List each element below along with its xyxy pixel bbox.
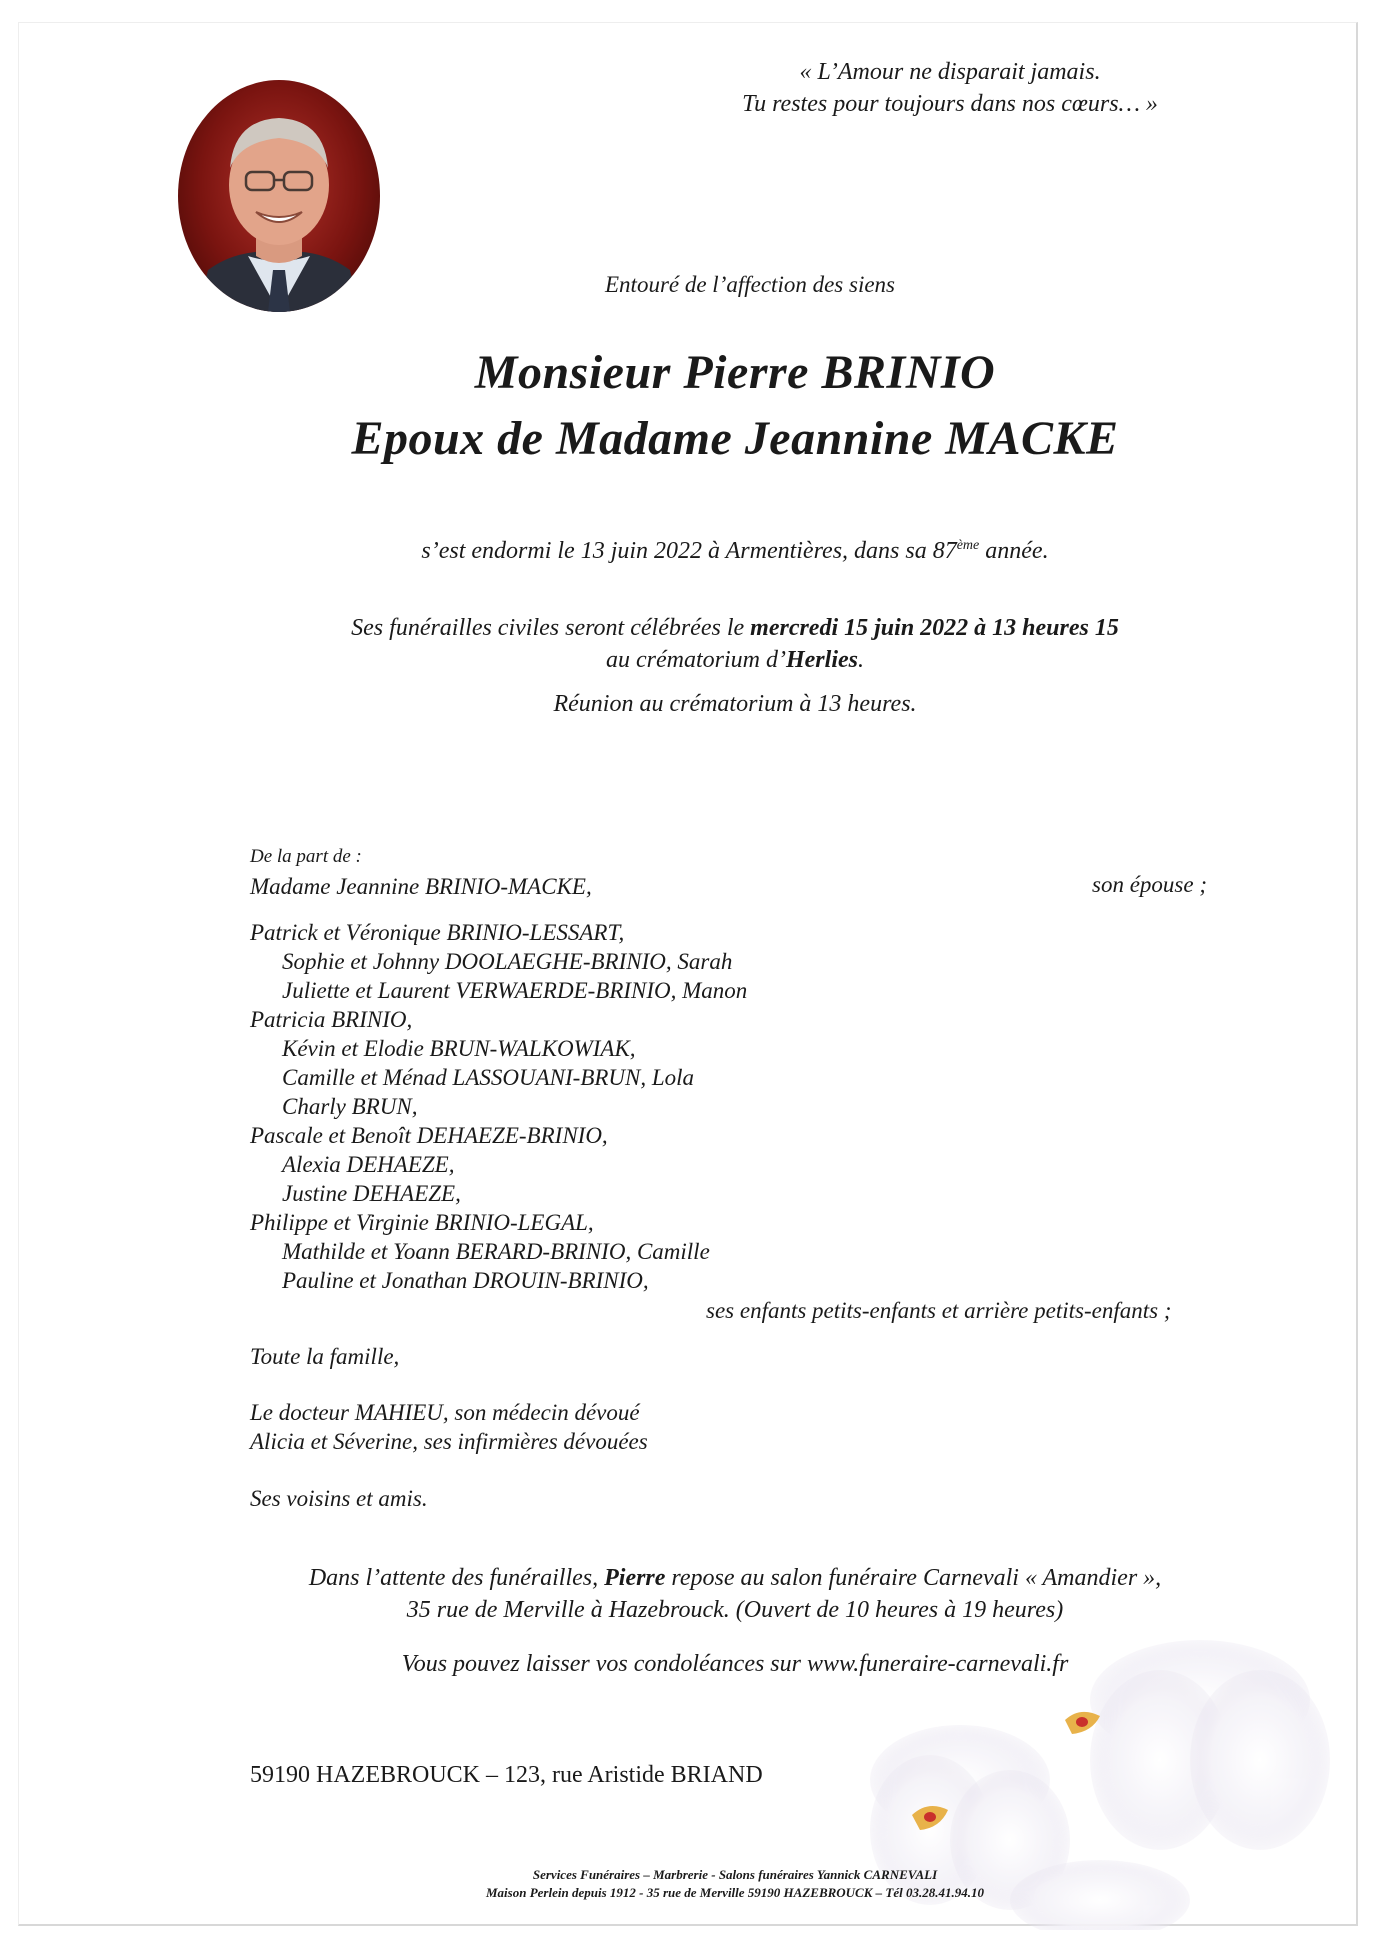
family-member: Justine DEHAEZE, — [282, 1181, 461, 1206]
death-announcement — [200, 530, 1270, 567]
deceased-name: Monsieur Pierre BRINIO — [474, 346, 996, 399]
family-member: Kévin et Elodie BRUN-WALKOWIAK, — [282, 1036, 636, 1061]
rest-address: 35 rue de Merville à Hazebrouck. (Ouvert de 10 heures à 19 heures) — [406, 1597, 1064, 1623]
footer-line-1: Services Funéraires – Marbrerie - Salons funéraires Yannick CARNEVALI — [532, 1867, 938, 1882]
condolences-link[interactable]: Vous pouvez laisser vos condoléances sur www.funeraire-carnevali.fr — [401, 1651, 1069, 1677]
death-text-end: année. — [979, 538, 1049, 564]
family-members-list — [250, 918, 747, 1295]
death-text: s’est endormi le 13 juin 2022 à Armentières, dans sa 87 — [421, 538, 957, 564]
deceased-name-block — [200, 340, 1270, 472]
neighbors-entry: Ses voisins et amis. — [250, 1486, 428, 1511]
funeral-date: mercredi 15 juin 2022 à 13 heures 15 — [750, 615, 1119, 641]
family-member: Mathilde et Yoann BERARD-BRINIO, Camille — [282, 1239, 710, 1264]
children-relation: ses enfants petits-enfants et arrière petits-enfants ; — [706, 1298, 1172, 1323]
family-member: Alexia DEHAEZE, — [282, 1152, 455, 1177]
funeral-text: Ses funérailles civiles seront célébrées le — [351, 615, 751, 641]
rest-name: Pierre — [604, 1565, 666, 1591]
funeral-place-text: au crématorium d’ — [606, 647, 786, 673]
portrait-figure — [178, 80, 380, 312]
spouse-entry: Madame Jeannine BRINIO-MACKE, — [250, 874, 592, 899]
address-line: 59190 HAZEBROUCK – 123, rue Aristide BRIAND — [250, 1762, 763, 1788]
family-header: De la part de : — [250, 846, 362, 867]
meeting-info: Réunion au crématorium à 13 heures. — [553, 691, 917, 717]
funeral-info — [200, 612, 1270, 676]
memorial-quote — [690, 56, 1210, 120]
family-member: Camille et Ménad LASSOUANI-BRUN, Lola — [282, 1065, 695, 1090]
portrait-photo — [178, 80, 380, 312]
death-ordinal: ème — [956, 538, 980, 553]
whole-family: Toute la famille, — [250, 1344, 400, 1369]
family-member: Philippe et Virginie BRINIO-LEGAL, — [250, 1210, 594, 1235]
nurses-entry: Alicia et Séverine, ses infirmières dévouées — [250, 1429, 648, 1454]
family-member: Sophie et Johnny DOOLAEGHE-BRINIO, Sarah — [282, 949, 733, 974]
family-member: Charly BRUN, — [282, 1094, 418, 1119]
quote-line-1: « L’Amour ne disparait jamais. — [799, 59, 1101, 85]
family-member: Patrick et Véronique BRINIO-LESSART, — [250, 920, 625, 945]
funeral-place: Herlies — [785, 647, 858, 673]
rest-text: Dans l’attente des funérailles, — [308, 1565, 605, 1591]
quote-line-2: Tu restes pour toujours dans nos cœurs… » — [742, 91, 1158, 117]
funeral-place-end: . — [857, 647, 864, 673]
doctor-entry: Le docteur MAHIEU, son médecin dévoué — [250, 1400, 640, 1425]
footer-line-2: Maison Perlein depuis 1912 - 35 rue de Merville 59190 HAZEBROUCK – Tél 03.28.41.94.10 — [486, 1885, 984, 1900]
spouse-line: Epoux de Madame Jeannine MACKE — [351, 412, 1119, 465]
family-member: Pascale et Benoît DEHAEZE-BRINIO, — [250, 1123, 608, 1148]
family-member: Patricia BRINIO, — [250, 1007, 413, 1032]
family-member: Juliette et Laurent VERWAERDE-BRINIO, Manon — [282, 978, 748, 1003]
family-member: Pauline et Jonathan DROUIN-BRINIO, — [282, 1268, 649, 1293]
intro-text: Entouré de l’affection des siens — [605, 272, 895, 297]
funeral-home-footer — [300, 1866, 1170, 1902]
rest-location: repose au salon funéraire Carnevali « Amandier », — [665, 1565, 1162, 1591]
spouse-relation: son épouse ; — [1092, 872, 1207, 897]
